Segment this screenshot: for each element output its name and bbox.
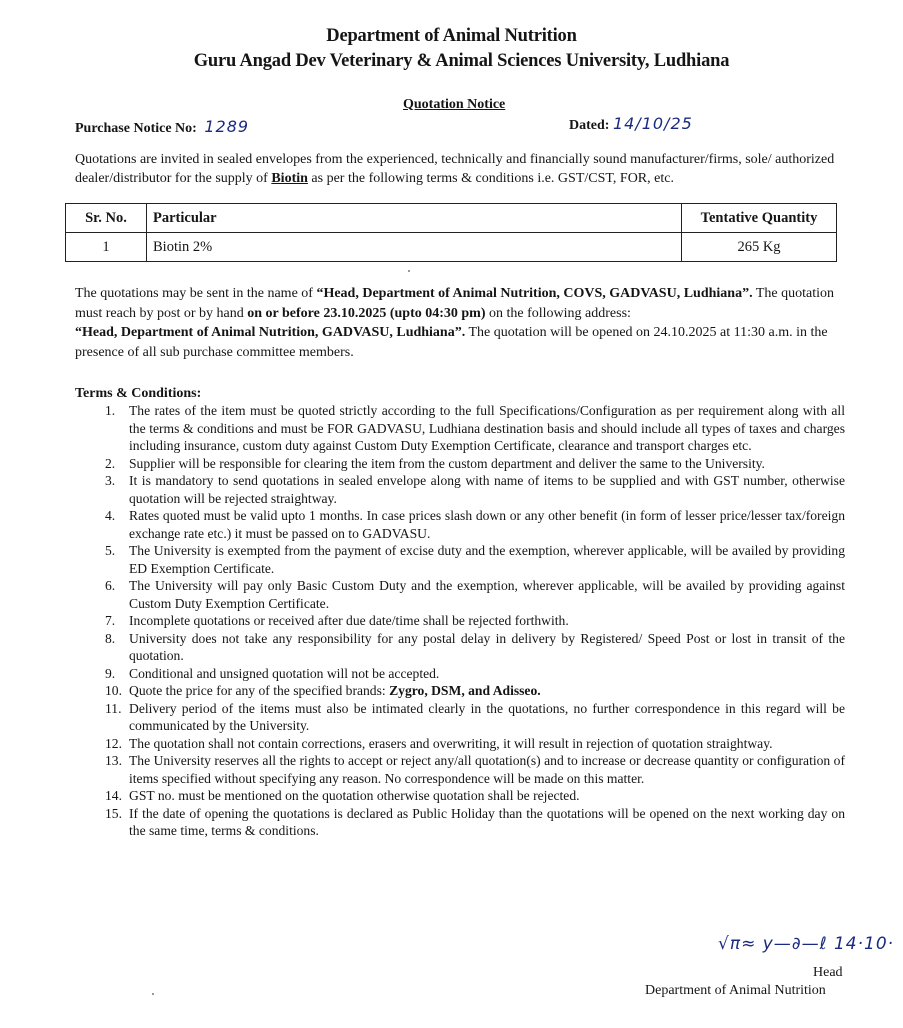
dated-label: Dated: <box>569 118 610 133</box>
term-text: The University reserves all the rights to accept or reject any/all quotation(s) and to increase or decrease quantity or configuration of items specified without specifying any reason. No correspondence will be made on this matter. <box>129 753 845 786</box>
term-item <box>105 577 845 612</box>
table-row <box>66 233 837 262</box>
department-title: Department of Animal Nutrition <box>326 26 577 46</box>
term-text: The University is exempted from the payment of excise duty and the exemption, wherever applicable, will be availed by providing ED Exemption Certificate. <box>129 543 845 576</box>
purchase-notice-number: 1289 <box>204 117 250 136</box>
dated-value: 14/10/25 <box>612 114 693 133</box>
terms-heading: Terms & Conditions: <box>75 386 202 401</box>
opening-details: The quotation will be opened on 24.10.2025 at 11:30 a.m. in the presence of all sub purchase committee members. <box>75 325 828 360</box>
term-text: Quote the price for any of the specified brands: <box>129 683 390 698</box>
term-item <box>105 612 845 630</box>
term-text: GST no. must be mentioned on the quotation otherwise quotation shall be rejected. <box>129 788 580 803</box>
addressee-name: “Head, Department of Animal Nutrition, COVS, GADVASU, Ludhiana”. <box>316 286 753 301</box>
col-quantity: Tentative Quantity <box>682 204 837 233</box>
submission-deadline: on or before 23.10.2025 (upto 04:30 pm) <box>247 305 486 321</box>
submission-text-1: The quotations may be sent in the name of <box>75 286 317 301</box>
term-text: The quotation shall not contain corrections, erasers and overwriting, it will result in rejection of quotation straightway. <box>129 735 773 751</box>
submission-text-2: The quotation must reach by post or by hand <box>75 286 834 321</box>
term-text: Rates quoted must be valid upto 1 months. In case prices slash down or any other benefit (in form of lesser price/lesser tax/foreign exchange rate etc.) it must be passed on to GADVASU. <box>129 508 845 541</box>
signatory-department: Department of Animal Nutrition <box>645 983 826 998</box>
term-item <box>105 630 845 665</box>
term-number: 14. <box>105 788 122 803</box>
term-text: If the date of opening the quotations is declared as Public Holiday than the quotations will be opened on the next working day on the same time, terms & conditions. <box>129 805 845 838</box>
term-text: The rates of the item must be quoted strictly according to the full Specifications/Configuration as per requirement along with all the terms & conditions and must be FOR GADVASU, Ludhiana destination basis and should include all types of taxes and charges including insurance, custom duty against Custom Duty Exemption Certificate, clearance and transport charges etc. <box>129 403 845 453</box>
items-table <box>65 203 837 262</box>
term-item <box>105 787 845 805</box>
term-item <box>105 542 845 577</box>
term-text: Supplier will be responsible for clearing the item from the custom department and deliver the same to the University. <box>129 455 765 471</box>
dated <box>569 114 693 134</box>
term-number: 12. <box>105 735 122 751</box>
term-item <box>105 805 845 840</box>
intro-paragraph <box>75 150 835 188</box>
term-number: 3. <box>105 473 116 488</box>
submission-address: “Head, Department of Animal Nutrition, GADVASU, Ludhiana”. <box>75 325 466 340</box>
notice-title: Quotation Notice <box>403 97 506 112</box>
term-number: 13. <box>105 753 122 768</box>
table-header-row <box>66 204 837 233</box>
term-text: Delivery period of the items must also be intimated clearly in the quotations, no further correspondence in this regard will be communicated by the University. <box>129 700 845 733</box>
term-item <box>105 472 845 507</box>
cell-particular: Biotin 2% <box>147 233 682 262</box>
purchase-notice-label: Purchase Notice No: <box>75 121 197 136</box>
term-number: 4. <box>105 508 116 523</box>
scan-speck <box>408 270 410 272</box>
submission-paragraph <box>75 284 850 362</box>
submission-text-3: on the following address: <box>485 305 631 321</box>
term-item <box>105 507 845 542</box>
term-item <box>105 665 845 683</box>
term-number: 9. <box>105 665 116 681</box>
term-number: 15. <box>105 805 122 821</box>
term-text: The University will pay only Basic Custom Duty and the exemption, wherever applicable, will be availed by providing against Custom Duty Exemption Certificate. <box>129 578 845 611</box>
handwritten-signature: √π≈ y—∂—ℓ 14·10· <box>718 934 895 954</box>
brand-names: Zygro, DSM, and Adisseo. <box>389 683 541 698</box>
term-number: 6. <box>105 578 116 593</box>
term-item <box>105 700 845 735</box>
col-sr-no: Sr. No. <box>66 204 147 233</box>
scan-speck <box>152 993 154 995</box>
col-particular: Particular <box>147 204 682 233</box>
term-number: 7. <box>105 613 116 628</box>
term-item <box>105 752 845 787</box>
term-item <box>105 735 845 753</box>
terms-list <box>105 402 845 840</box>
term-text: It is mandatory to send quotations in sealed envelope along with name of items to be supplied and with GST number, otherwise quotation will be rejected straightway. <box>129 473 845 506</box>
university-title: Guru Angad Dev Veterinary & Animal Sciences University, Ludhiana <box>193 51 730 71</box>
intro-text: Quotations are invited in sealed envelopes from the experienced, technically and financially sound manufacturer/firms, sole/ authorized dealer/distributor for the supply of <box>75 152 835 186</box>
item-name: Biotin <box>271 171 308 186</box>
term-text: University does not take any responsibility for any postal delay in delivery by Registered/ Speed Post or lost in transit of the quotation. <box>129 630 845 663</box>
purchase-notice <box>75 117 249 137</box>
term-item <box>105 455 845 473</box>
signatory-title: Head <box>813 965 843 980</box>
term-item <box>105 402 845 455</box>
term-number: 8. <box>105 630 116 646</box>
term-text: Incomplete quotations or received after due date/time shall be rejected forthwith. <box>129 613 569 628</box>
intro-text-end: as per the following terms & conditions i.e. GST/CST, FOR, etc. <box>307 171 674 186</box>
term-number: 1. <box>105 403 116 418</box>
term-number: 10. <box>105 683 122 698</box>
term-number: 11. <box>105 700 122 716</box>
term-number: 2. <box>105 455 116 471</box>
cell-quantity: 265 Kg <box>682 233 837 262</box>
term-number: 5. <box>105 543 116 558</box>
term-item <box>105 682 845 700</box>
term-text: Conditional and unsigned quotation will not be accepted. <box>129 665 440 681</box>
cell-sr-no: 1 <box>66 233 147 262</box>
